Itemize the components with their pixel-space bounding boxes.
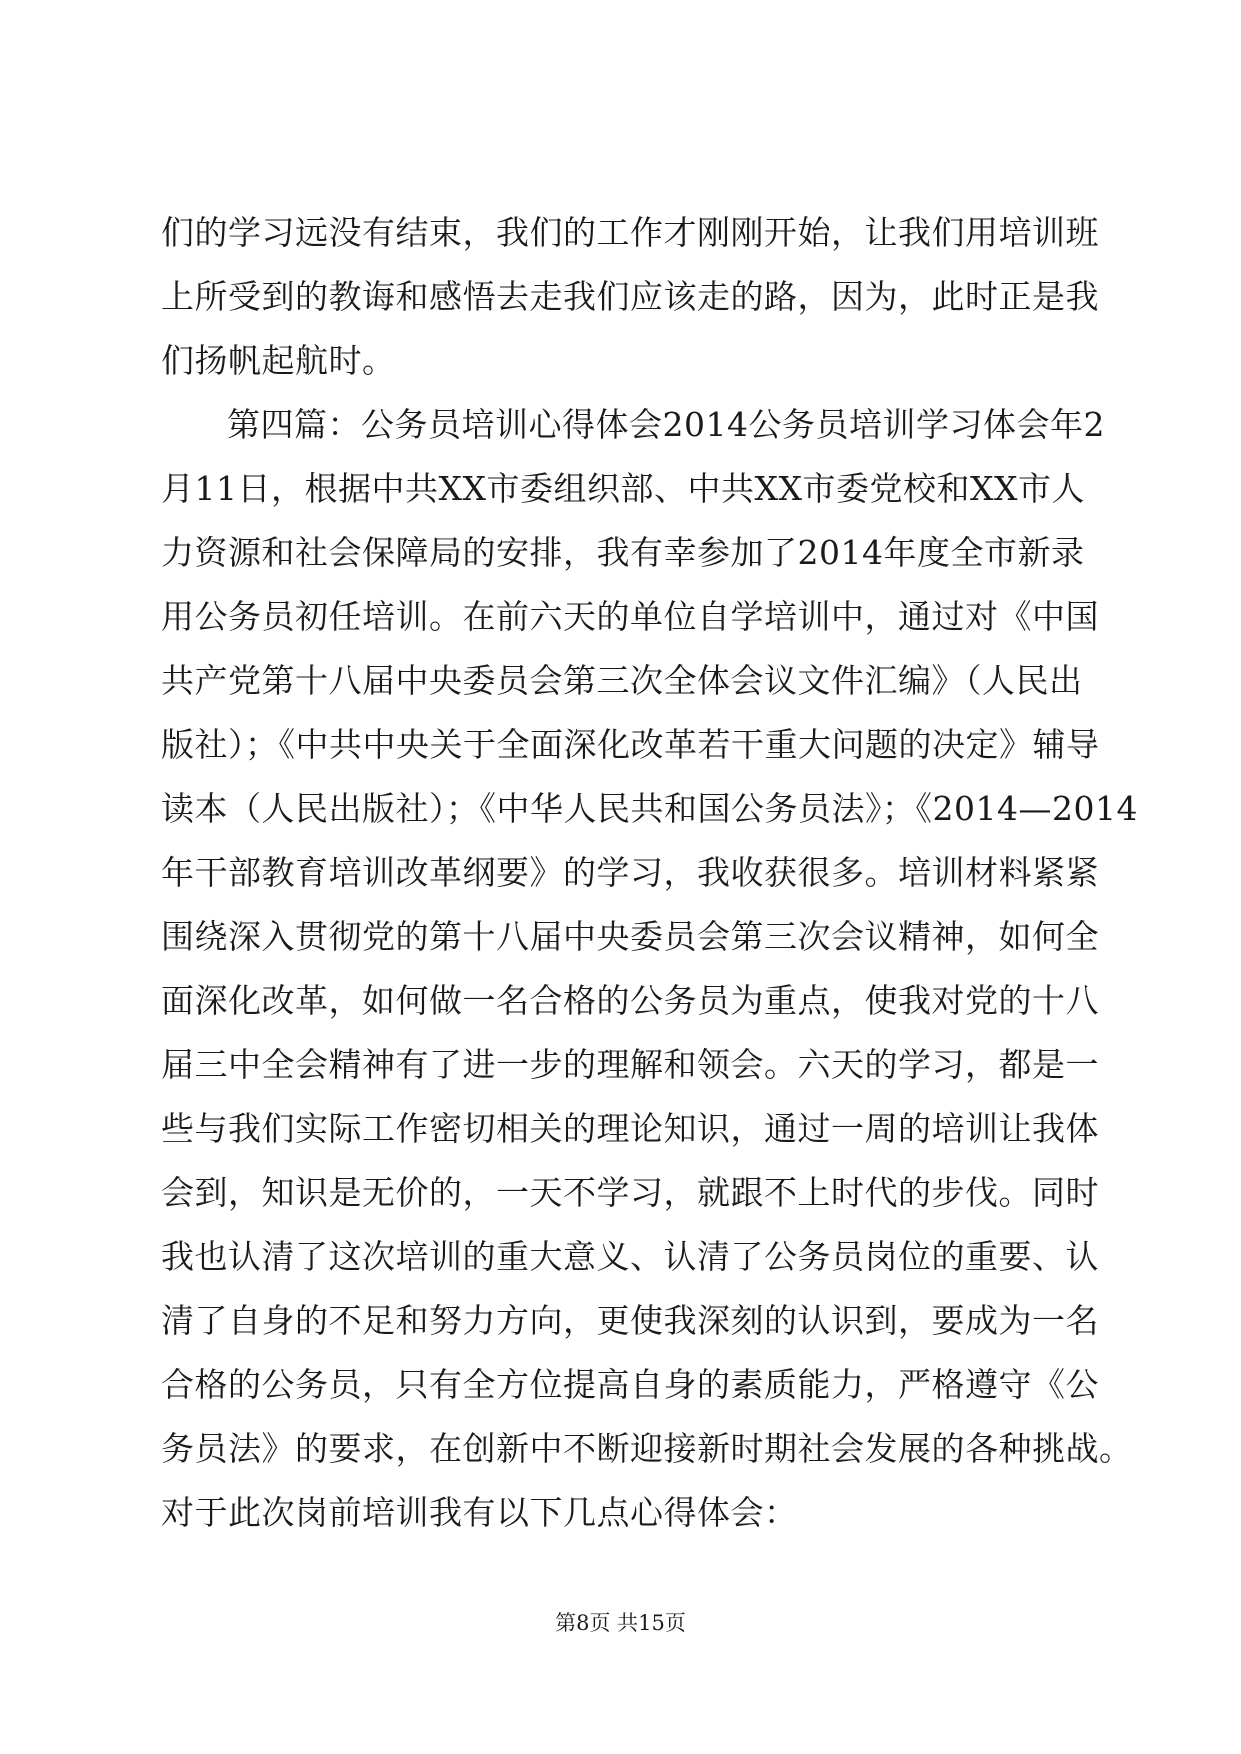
text-line: 读本（人民出版社）；《中华人民共和国公务员法》；《2014—2014 bbox=[161, 789, 1138, 828]
text-line: 围绕深入贯彻党的第十八届中央委员会第三次会议精神，如何全 bbox=[161, 917, 1099, 956]
text-line: 清了自身的不足和努力方向，更使我深刻的认识到，要成为一名 bbox=[161, 1301, 1099, 1340]
text-line: 务员法》的要求，在创新中不断迎接新时期社会发展的各种挑战。 bbox=[161, 1429, 1133, 1468]
text-line: 们的学习远没有结束，我们的工作才刚刚开始，让我们用培训班 bbox=[161, 213, 1099, 252]
text-line: 力资源和社会保障局的安排，我有幸参加了2014年度全市新录 bbox=[161, 533, 1085, 572]
text-line: 年干部教育培训改革纲要》的学习，我收获很多。培训材料紧紧 bbox=[161, 853, 1099, 892]
text-line: 版社）；《中共中央关于全面深化改革若干重大问题的决定》辅导 bbox=[161, 725, 1100, 764]
text-line: 共产党第十八届中央委员会第三次全体会议文件汇编》（人民出 bbox=[161, 661, 1083, 700]
page-number-footer: 第8页 共15页 bbox=[555, 1611, 686, 1635]
text-line: 用公务员初任培训。在前六天的单位自学培训中，通过对《中国 bbox=[161, 597, 1099, 636]
text-line: 合格的公务员，只有全方位提高自身的素质能力，严格遵守《公 bbox=[161, 1365, 1099, 1404]
text-line: 面深化改革，如何做一名合格的公务员为重点，使我对党的十八 bbox=[161, 981, 1099, 1020]
text-line: 们扬帆起航时。 bbox=[161, 341, 396, 380]
text-line: 我也认清了这次培训的重大意义、认清了公务员岗位的重要、认 bbox=[161, 1237, 1099, 1276]
text-line: 会到，知识是无价的，一天不学习，就跟不上时代的步伐。同时 bbox=[161, 1173, 1099, 1212]
text-line: 月11日，根据中共XX市委组织部、中共XX市委党校和XX市人 bbox=[161, 469, 1085, 508]
text-line: 对于此次岗前培训我有以下几点心得体会： bbox=[161, 1493, 798, 1532]
paragraph-heading-line: 第四篇：公务员培训心得体会2014公务员培训学习体会年2 bbox=[227, 405, 1105, 444]
text-line: 些与我们实际工作密切相关的理论知识，通过一周的培训让我体 bbox=[161, 1109, 1099, 1148]
body-text bbox=[161, 201, 1138, 1545]
text-line: 上所受到的教诲和感悟去走我们应该走的路，因为，此时正是我 bbox=[161, 277, 1099, 316]
text-line: 届三中全会精神有了进一步的理解和领会。六天的学习，都是一 bbox=[161, 1045, 1099, 1084]
